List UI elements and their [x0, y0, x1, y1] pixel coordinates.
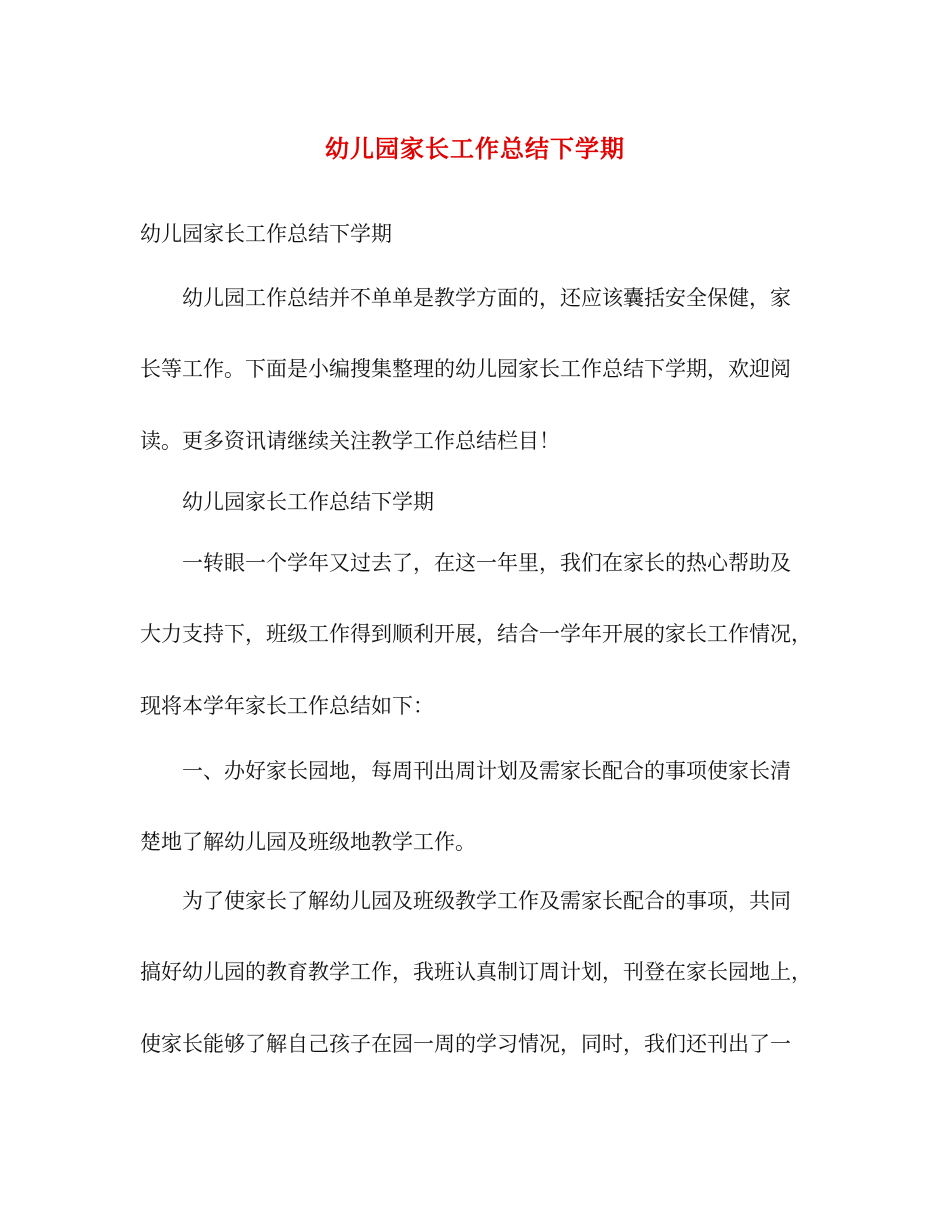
- text-line: 读。更多资讯请继续关注教学工作总结栏目！: [140, 429, 560, 453]
- text-line: 为了使家长了解幼儿园及班级教学工作及需家长配合的事项，共同: [182, 889, 791, 913]
- document-title: 幼儿园家长工作总结下学期: [325, 135, 625, 163]
- text-line: 长等工作。下面是小编搜集整理的幼儿园家长工作总结下学期，欢迎阅: [140, 357, 791, 381]
- text-line: 幼儿园工作总结并不单单是教学方面的，还应该囊括安全保健，家: [182, 286, 791, 310]
- text-line: 幼儿园家长工作总结下学期: [140, 222, 392, 246]
- text-line: 现将本学年家长工作总结如下：: [140, 694, 434, 718]
- text-line: 一转眼一个学年又过去了，在这一年里，我们在家长的热心帮助及: [182, 551, 791, 575]
- text-line: 一、办好家长园地，每周刊出周计划及需家长配合的事项使家长清: [182, 759, 791, 783]
- text-line: 幼儿园家长工作总结下学期: [182, 490, 434, 514]
- text-line: 搞好幼儿园的教育教学工作，我班认真制订周计划，刊登在家长园地上，: [140, 960, 812, 984]
- text-line: 楚地了解幼儿园及班级地教学工作。: [140, 830, 476, 854]
- text-line: 使家长能够了解自己孩子在园一周的学习情况，同时，我们还刊出了一: [140, 1032, 791, 1056]
- text-line: 大力支持下，班级工作得到顺利开展，结合一学年开展的家长工作情况，: [140, 622, 812, 646]
